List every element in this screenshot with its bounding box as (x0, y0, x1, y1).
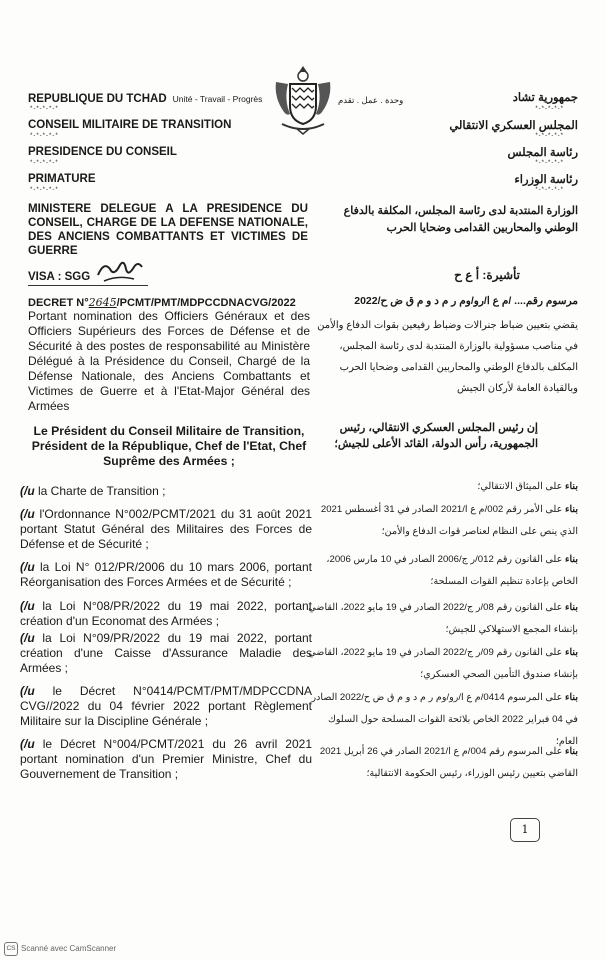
visa-item-ar: بناء على المرسوم رقم 004/م ع ا/2021 الصادر في 26 أبريل 2021 القاضي بتعيين رئيس الوزراء، رئيس الحكومة الانتقالية؛ (319, 746, 578, 779)
header-primature: PRIMATURE (28, 173, 96, 185)
header-presidence: PRESIDENCE DU CONSEIL (28, 146, 177, 158)
header-republique-ar: جمهورية تشاد (512, 92, 578, 104)
header-stars-ar: *-*-*-*-* (535, 187, 564, 193)
ministry-title-ar: الوزارة المنتدبة لدى رئاسة المجلس، المكلفة بالدفاع الوطني والمحاربين القدامى وضحايا الحرب (343, 205, 578, 234)
visa-item: (/u le Décret N°004/PCMT/2021 du 26 avril 2021 portant nomination d'un Premier Ministre, Chef du Gouvernement de Transition ; (20, 737, 312, 781)
president-heading-ar: إن رئيس المجلس العسكري الانتقالي، رئيس الجمهورية، رأس الدولة، القائد الأعلى للجيش؛ (334, 422, 538, 450)
visa-item-ar: بناء على القانون رقم 012/ر ج/2006 الصادر في 10 مارس 2006، الخاص بإعادة تنظيم القوات المسلحة؛ (326, 554, 578, 587)
header-stars: *-*-*-*-* (30, 133, 59, 139)
camscanner-text: Scanné avec CamScanner (21, 944, 117, 954)
decree-number-line (28, 296, 310, 309)
decree-label: DECRET N° (28, 297, 89, 309)
visa-item: (/u la Charte de Transition ; (20, 484, 166, 498)
decree-suffix: /PCMT/PMT/MDPCCDNACVG/2022 (116, 297, 296, 309)
visa-item-ar: بناء على القانون رقم 09/ر ج/2022 الصادر في 19 مايو 2022، القاضي بإنشاء صندوق التأمين الصحي العسكري؛ (308, 647, 578, 680)
camscanner-watermark (4, 942, 116, 956)
header-presidence-ar: رئاسة المجلس (507, 147, 578, 159)
header-stars-ar: *-*-*-*-* (535, 160, 564, 166)
header-stars: *-*-*-*-* (30, 106, 59, 112)
decree-number: 2645 (88, 296, 117, 309)
header-stars-ar: *-*-*-*-* (535, 106, 564, 112)
visa-item: (/u l'Ordonnance N°002/PCMT/2021 du 31 août 2021 portant Statut Général des Militaires des Forces de Défense et de Sécurité ; (20, 507, 312, 551)
visa-item-ar: بناء على القانون رقم 08/ر ج/2022 الصادر في 19 مايو 2022، القاضي بإنشاء المجمع الاستهلاكي للجيش؛ (308, 602, 578, 635)
visa-underline (28, 285, 148, 286)
decree-title-ar: مرسوم رقم.... /م ع ا/رو/وم ر م د و م ق ض ح/2022 (354, 295, 578, 307)
visa-item-ar: بناء على الأمر رقم 002/م ع ا/2021 الصادر في 31 أغسطس 2021 الذي ينص على النظام لعناصر قوات الدفاع والأمن؛ (320, 504, 578, 537)
header-stars-ar: *-*-*-*-* (535, 133, 564, 139)
visa-label: VISA : SGG (28, 271, 91, 283)
visa-item-ar: بناء على المرسوم 0414/م ع ا/رو/وم ر م د و م ق ض ح/2022 الصادر في 04 فبراير 2022 الخاص بلائحة القوات المسلحة حول السلوك العام؛ (311, 692, 578, 747)
camscanner-logo-icon: CS (4, 942, 18, 956)
header-conseil-ar: المجلس العسكري الانتقالي (449, 120, 578, 132)
visa-item: (/u la Loi N°08/PR/2022 du 19 mai 2022, portant création d'un Economat des Armées ; (20, 599, 312, 628)
decree-object-ar: يقضي بتعيين ضباط جنرالات وضباط رفيعين بقوات الدفاع والأمن في مناصب مسؤولية بالوزارة المنتدبة لدى رئاسة المجلس، المكلف بالدفاع الوطني والمحاربين القدامى وضحايا الحرب وبالقيادة العامة لأركان الجيش (317, 320, 578, 394)
ministry-title: MINISTERE DELEGUE A LA PRESIDENCE DU CONSEIL, CHARGE DE LA DEFENSE NATIONALE, DES ANCIENS COMBATTANTS ET VICTIMES DE GUERRE (28, 202, 308, 257)
header-stars: *-*-*-*-* (30, 160, 59, 166)
page-number: 1 (510, 818, 540, 842)
visa-item-ar: بناء على الميثاق الانتقالي؛ (477, 481, 578, 492)
visa-item: (/u le Décret N°0414/PCMT/PMT/MDPCCDNA CVG//2022 du 04 février 2022 portant Règlement Militaire sur la Discipline Générale ; (20, 684, 312, 728)
tashira-label: تأشيرة: أ ع ح (454, 268, 520, 282)
visa-item: (/u la Loi N° 012/PR/2006 du 10 mars 2006, portant Réorganisation des Forces Armées et de Sécurité ; (20, 560, 312, 589)
header-republique: REPUBLIQUE DU TCHAD Unité - Travail - Progrès (28, 93, 263, 105)
header-motto-ar: وحدة . عمل . تقدم (338, 95, 404, 105)
header-primature-ar: رئاسة الوزراء (514, 174, 578, 186)
president-heading: Le Président du Conseil Militaire de Transition, Président de la République, Chef de l'Etat, Chef Suprême des Armées ; (31, 424, 307, 468)
header-conseil: CONSEIL MILITAIRE DE TRANSITION (28, 119, 232, 131)
header-motto: Unité - Travail - Progrès (172, 94, 263, 104)
coat-of-arms-emblem (272, 64, 334, 136)
header-stars: *-*-*-*-* (30, 187, 59, 193)
signature-scribble (94, 257, 146, 287)
visa-item: (/u la Loi N°09/PR/2022 du 19 mai 2022, portant création d'une Caisse d'Assurance Maladie des Armées ; (20, 631, 312, 675)
decree-object: Portant nomination des Officiers Généraux et des Officiers Supérieurs des Forces de Défense et de Sécurité à des postes de responsabilité au Ministère Délégué à la Présidence du Conseil, Chargé de la Défense Nationale, des Anciens Combattants et Victimes de Guerre et à l'Etat-Major Général des Armées (28, 309, 310, 413)
